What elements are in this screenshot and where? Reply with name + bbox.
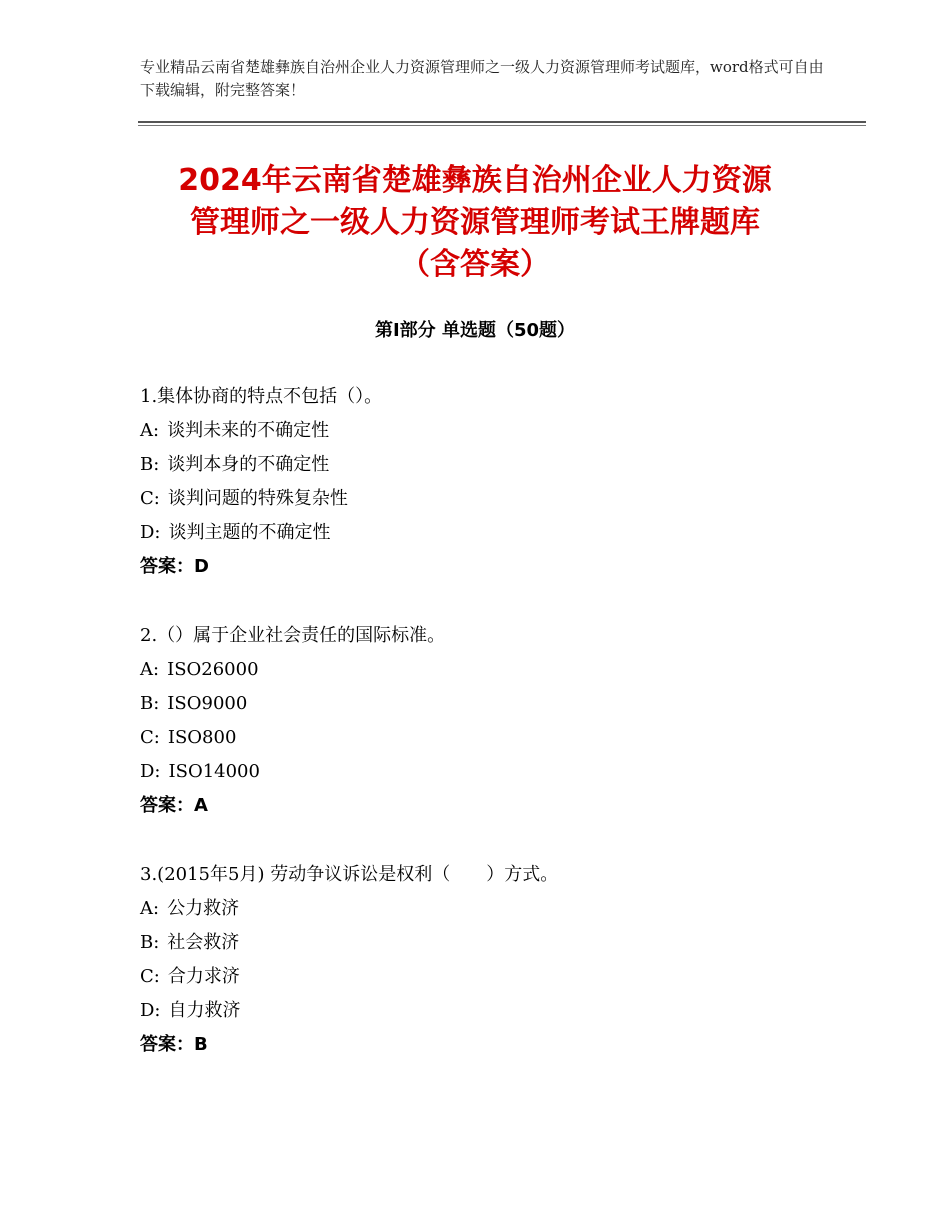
header-divider-thin: [138, 125, 866, 126]
option-text: 谈判主题的不确定性: [168, 522, 331, 543]
option-c: [140, 482, 860, 516]
option-text: 谈判问题的特殊复杂性: [167, 488, 348, 509]
option-a: [140, 414, 860, 448]
option-text: 公力救济: [167, 898, 240, 919]
header-divider-thick: [138, 121, 866, 123]
option-text: 社会救济: [167, 932, 240, 953]
option-label: B:: [140, 454, 160, 475]
option-b: [140, 926, 860, 960]
option-text: 谈判未来的不确定性: [167, 420, 330, 441]
option-label: A:: [140, 898, 160, 919]
option-text: 合力求济: [167, 966, 240, 987]
option-text: ISO800: [167, 727, 237, 748]
option-text: ISO9000: [167, 693, 248, 714]
option-a: [140, 653, 860, 687]
option-b: [140, 448, 860, 482]
option-a: [140, 892, 860, 926]
section-heading: 第Ⅰ部分 单选题（50题）: [374, 320, 575, 341]
option-text: ISO26000: [167, 659, 259, 680]
question-stem: 2.（）属于企业社会责任的国际标准。: [140, 625, 446, 646]
option-c: [140, 960, 860, 994]
answer-line: 答案：A: [140, 795, 208, 816]
title-line-2: 管理师之一级人力资源管理师考试王牌题库: [190, 205, 760, 240]
option-label: D:: [140, 1000, 161, 1021]
option-label: D:: [140, 761, 161, 782]
question-stem: 1.集体协商的特点不包括（）。: [140, 386, 383, 407]
option-label: A:: [140, 420, 160, 441]
option-d: [140, 994, 860, 1028]
option-c: [140, 721, 860, 755]
option-label: B:: [140, 932, 160, 953]
option-d: [140, 516, 860, 550]
header-note: 专业精品云南省楚雄彝族自治州企业人力资源管理师之一级人力资源管理师考试题库，word格式可自由下载编辑，附完整答案！: [140, 58, 824, 99]
option-label: C:: [140, 488, 160, 509]
question-1: [140, 380, 860, 584]
title-line-1: 2024年云南省楚雄彝族自治州企业人力资源: [178, 163, 772, 198]
question-stem: 3.(2015年5月) 劳动争议诉讼是权利（ ）方式。: [140, 864, 559, 885]
title-line-3: （含答案）: [400, 247, 550, 282]
option-label: B:: [140, 693, 160, 714]
document-title: [120, 160, 830, 286]
question-3: [140, 858, 860, 1062]
option-text: 自力救济: [168, 1000, 241, 1021]
option-label: C:: [140, 966, 160, 987]
question-2: [140, 619, 860, 823]
option-b: [140, 687, 860, 721]
option-label: C:: [140, 727, 160, 748]
option-label: A:: [140, 659, 160, 680]
option-text: ISO14000: [168, 761, 260, 782]
answer-line: 答案：D: [140, 556, 209, 577]
option-d: [140, 755, 860, 789]
option-label: D:: [140, 522, 161, 543]
option-text: 谈判本身的不确定性: [167, 454, 330, 475]
answer-line: 答案：B: [140, 1034, 208, 1055]
